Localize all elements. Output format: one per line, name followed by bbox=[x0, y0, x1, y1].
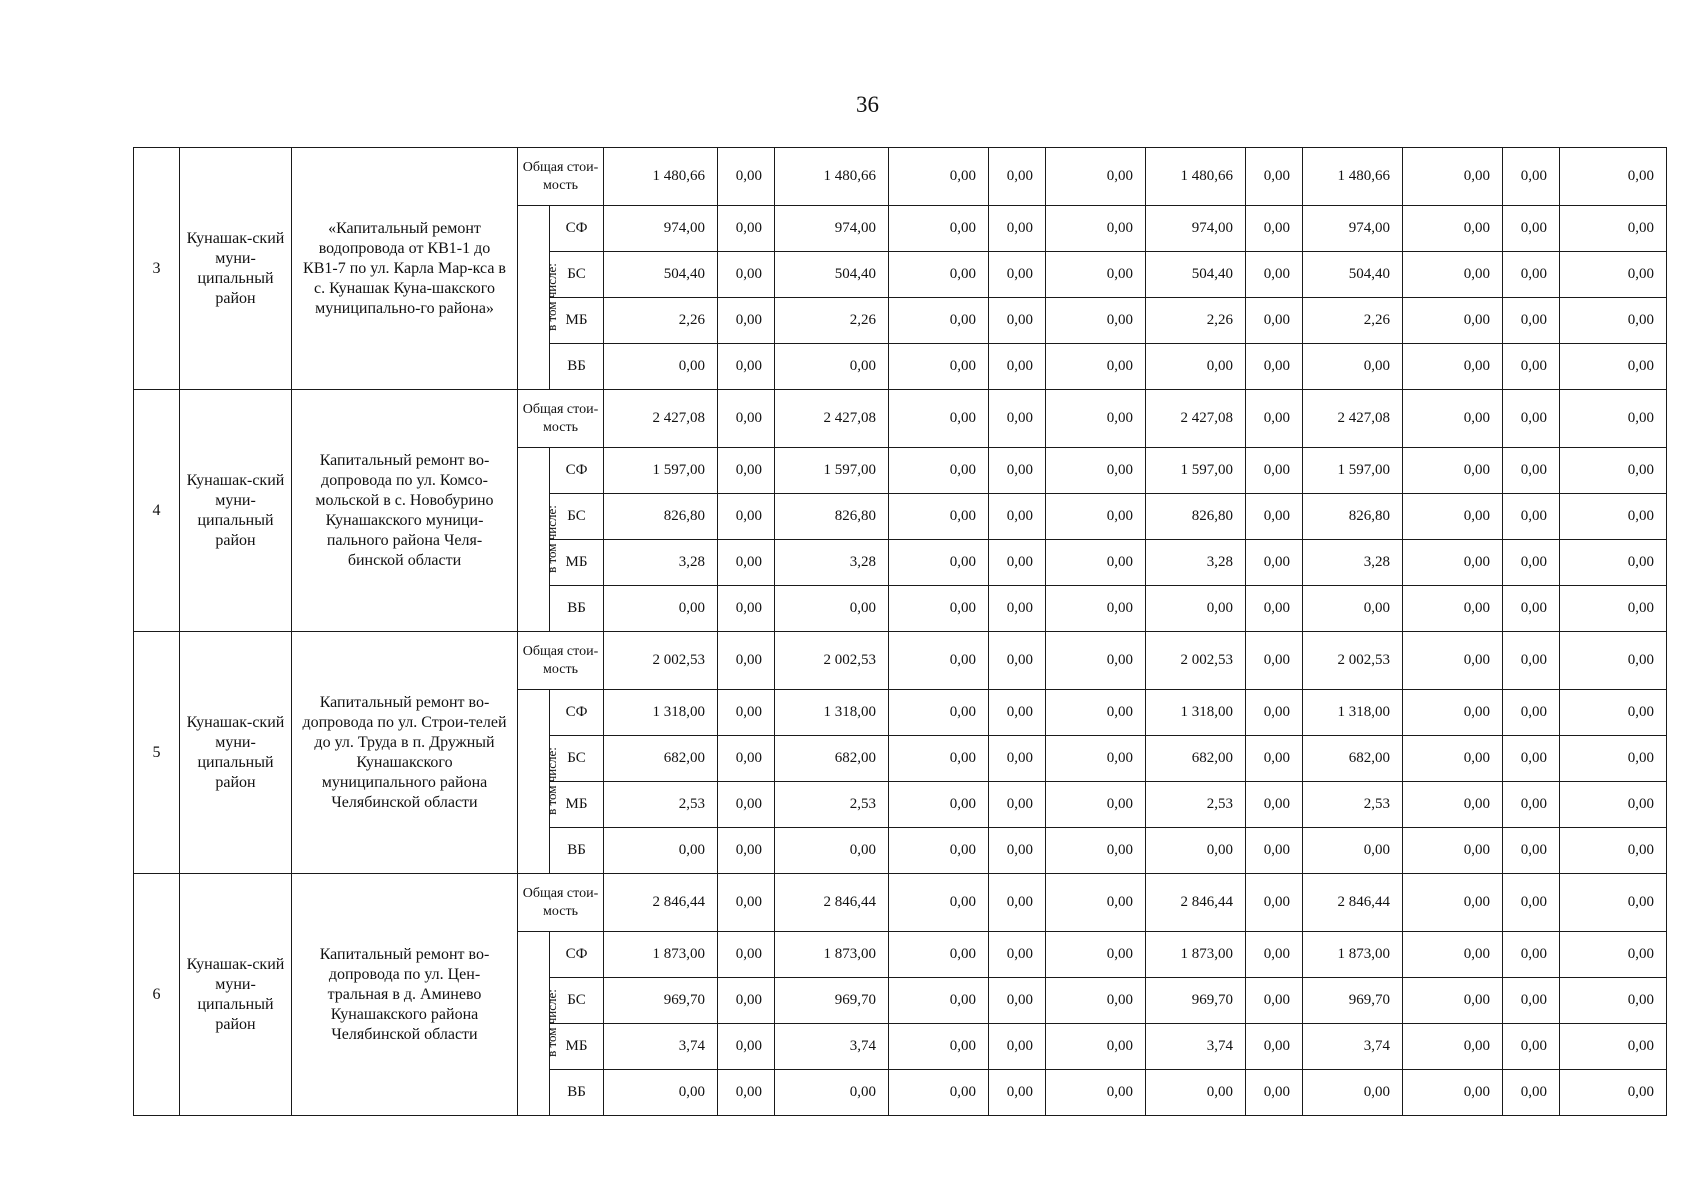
value-cell: 2 002,53 bbox=[1146, 632, 1246, 690]
value-cell: 0,00 bbox=[1560, 690, 1667, 736]
value-cell: 0,00 bbox=[718, 586, 775, 632]
value-cell: 3,74 bbox=[775, 1024, 889, 1070]
value-cell: 504,40 bbox=[1303, 252, 1403, 298]
value-cell: 0,00 bbox=[775, 1070, 889, 1116]
value-cell: 0,00 bbox=[718, 932, 775, 978]
total-cost-label: Общая стои-мость bbox=[518, 874, 604, 932]
value-cell: 974,00 bbox=[1146, 206, 1246, 252]
value-cell: 0,00 bbox=[989, 494, 1046, 540]
value-cell: 2 427,08 bbox=[1146, 390, 1246, 448]
value-cell: 3,28 bbox=[775, 540, 889, 586]
value-cell: 0,00 bbox=[989, 874, 1046, 932]
value-cell: 0,00 bbox=[718, 494, 775, 540]
value-cell: 0,00 bbox=[889, 632, 989, 690]
table-row bbox=[134, 632, 1667, 690]
value-cell: 0,00 bbox=[1046, 690, 1146, 736]
value-cell: 0,00 bbox=[1403, 540, 1503, 586]
value-cell: 0,00 bbox=[718, 874, 775, 932]
including-label: в том числе: bbox=[543, 747, 559, 815]
value-cell: 2 002,53 bbox=[1303, 632, 1403, 690]
value-cell: 0,00 bbox=[1503, 390, 1560, 448]
value-cell: 1 480,66 bbox=[1146, 148, 1246, 206]
value-cell: 0,00 bbox=[1403, 782, 1503, 828]
value-cell: 0,00 bbox=[718, 782, 775, 828]
value-cell: 0,00 bbox=[1503, 1070, 1560, 1116]
value-cell: 0,00 bbox=[989, 540, 1046, 586]
value-cell: 0,00 bbox=[1403, 494, 1503, 540]
value-cell: 0,00 bbox=[1503, 586, 1560, 632]
table-row bbox=[134, 874, 1667, 932]
value-cell: 0,00 bbox=[889, 1070, 989, 1116]
value-cell: 1 480,66 bbox=[1303, 148, 1403, 206]
value-cell: 0,00 bbox=[1046, 828, 1146, 874]
value-cell: 826,80 bbox=[604, 494, 718, 540]
value-cell: 0,00 bbox=[1246, 586, 1303, 632]
value-cell: 0,00 bbox=[1246, 828, 1303, 874]
value-cell: 0,00 bbox=[989, 344, 1046, 390]
value-cell: 0,00 bbox=[718, 1070, 775, 1116]
value-cell: 0,00 bbox=[1403, 632, 1503, 690]
value-cell: 974,00 bbox=[775, 206, 889, 252]
value-cell: 0,00 bbox=[889, 932, 989, 978]
value-cell: 682,00 bbox=[775, 736, 889, 782]
value-cell: 0,00 bbox=[718, 978, 775, 1024]
value-cell: 0,00 bbox=[889, 494, 989, 540]
value-cell: 0,00 bbox=[718, 206, 775, 252]
value-cell: 0,00 bbox=[1046, 206, 1146, 252]
value-cell: 0,00 bbox=[1503, 632, 1560, 690]
value-cell: 0,00 bbox=[1560, 206, 1667, 252]
value-cell: 0,00 bbox=[604, 586, 718, 632]
value-cell: 2 846,44 bbox=[775, 874, 889, 932]
value-cell: 0,00 bbox=[889, 344, 989, 390]
value-cell: 0,00 bbox=[775, 586, 889, 632]
value-cell: 0,00 bbox=[604, 828, 718, 874]
value-cell: 0,00 bbox=[1503, 828, 1560, 874]
value-cell: 1 597,00 bbox=[775, 448, 889, 494]
value-cell: 0,00 bbox=[989, 1024, 1046, 1070]
value-cell: 0,00 bbox=[1560, 932, 1667, 978]
including-label-cell bbox=[518, 932, 559, 1116]
value-cell: 0,00 bbox=[1403, 828, 1503, 874]
value-cell: 2,26 bbox=[775, 298, 889, 344]
value-cell: 0,00 bbox=[1303, 1070, 1403, 1116]
value-cell: 0,00 bbox=[1046, 782, 1146, 828]
value-cell: 0,00 bbox=[989, 252, 1046, 298]
value-cell: 0,00 bbox=[1560, 1070, 1667, 1116]
value-cell: 0,00 bbox=[1246, 736, 1303, 782]
value-cell: 0,00 bbox=[1403, 978, 1503, 1024]
value-cell: 0,00 bbox=[1503, 252, 1560, 298]
value-cell: 0,00 bbox=[1246, 206, 1303, 252]
value-cell: 0,00 bbox=[889, 874, 989, 932]
value-cell: 682,00 bbox=[1146, 736, 1246, 782]
value-cell: 1 873,00 bbox=[775, 932, 889, 978]
value-cell: 0,00 bbox=[1403, 1024, 1503, 1070]
value-cell: 0,00 bbox=[1046, 1070, 1146, 1116]
value-cell: 0,00 bbox=[718, 148, 775, 206]
value-cell: 0,00 bbox=[604, 1070, 718, 1116]
value-cell: 0,00 bbox=[1046, 932, 1146, 978]
value-cell: 0,00 bbox=[889, 448, 989, 494]
value-cell: 2,53 bbox=[1303, 782, 1403, 828]
value-cell: 0,00 bbox=[718, 736, 775, 782]
value-cell: 0,00 bbox=[1560, 344, 1667, 390]
value-cell: 0,00 bbox=[989, 736, 1046, 782]
value-cell: 0,00 bbox=[718, 1024, 775, 1070]
value-cell: 1 873,00 bbox=[1303, 932, 1403, 978]
value-cell: 0,00 bbox=[1046, 874, 1146, 932]
value-cell: 0,00 bbox=[889, 586, 989, 632]
value-cell: 0,00 bbox=[1403, 206, 1503, 252]
value-cell: 0,00 bbox=[1560, 252, 1667, 298]
value-cell: 0,00 bbox=[989, 448, 1046, 494]
page-number: 36 bbox=[856, 92, 879, 117]
value-cell: 0,00 bbox=[1560, 298, 1667, 344]
value-cell: 0,00 bbox=[604, 344, 718, 390]
value-cell: 0,00 bbox=[1246, 1024, 1303, 1070]
value-cell: 0,00 bbox=[1246, 540, 1303, 586]
value-cell: 0,00 bbox=[989, 206, 1046, 252]
value-cell: 0,00 bbox=[1246, 390, 1303, 448]
total-cost-label: Общая стои-мость bbox=[518, 390, 604, 448]
including-label: в том числе: bbox=[543, 263, 559, 331]
value-cell: 504,40 bbox=[775, 252, 889, 298]
value-cell: 0,00 bbox=[1246, 690, 1303, 736]
value-cell: 3,28 bbox=[1303, 540, 1403, 586]
value-cell: 0,00 bbox=[1246, 148, 1303, 206]
value-cell: 2,53 bbox=[604, 782, 718, 828]
value-cell: 0,00 bbox=[1503, 448, 1560, 494]
value-cell: 826,80 bbox=[1303, 494, 1403, 540]
value-cell: 974,00 bbox=[1303, 206, 1403, 252]
value-cell: 1 873,00 bbox=[1146, 932, 1246, 978]
value-cell: 0,00 bbox=[1246, 298, 1303, 344]
budget-table bbox=[133, 147, 1667, 1116]
value-cell: 0,00 bbox=[1246, 448, 1303, 494]
value-cell: 0,00 bbox=[1560, 586, 1667, 632]
value-cell: 0,00 bbox=[989, 1070, 1046, 1116]
value-cell: 0,00 bbox=[1046, 448, 1146, 494]
value-cell: 0,00 bbox=[1303, 586, 1403, 632]
value-cell: 0,00 bbox=[718, 828, 775, 874]
value-cell: 969,70 bbox=[775, 978, 889, 1024]
value-cell: 0,00 bbox=[1503, 344, 1560, 390]
value-cell: 0,00 bbox=[1403, 874, 1503, 932]
value-cell: 0,00 bbox=[1503, 1024, 1560, 1070]
value-cell: 0,00 bbox=[889, 206, 989, 252]
value-cell: 0,00 bbox=[1046, 390, 1146, 448]
value-cell: 0,00 bbox=[1403, 148, 1503, 206]
including-label-cell bbox=[518, 690, 559, 874]
value-cell: 974,00 bbox=[604, 206, 718, 252]
value-cell: 0,00 bbox=[1560, 494, 1667, 540]
value-cell: 0,00 bbox=[989, 690, 1046, 736]
value-cell: 1 318,00 bbox=[604, 690, 718, 736]
value-cell: 0,00 bbox=[1403, 390, 1503, 448]
value-cell: 0,00 bbox=[1503, 206, 1560, 252]
value-cell: 0,00 bbox=[718, 690, 775, 736]
value-cell: 826,80 bbox=[775, 494, 889, 540]
funding-type-label: ВБ bbox=[550, 1070, 604, 1116]
funding-type-label: МБ bbox=[550, 540, 604, 586]
value-cell: 0,00 bbox=[1246, 632, 1303, 690]
value-cell: 0,00 bbox=[989, 148, 1046, 206]
value-cell: 0,00 bbox=[1246, 1070, 1303, 1116]
value-cell: 0,00 bbox=[1046, 978, 1146, 1024]
value-cell: 3,74 bbox=[1303, 1024, 1403, 1070]
funding-type-label: МБ bbox=[550, 782, 604, 828]
funding-type-label: БС bbox=[550, 494, 604, 540]
including-label-cell bbox=[518, 448, 559, 632]
value-cell: 0,00 bbox=[889, 540, 989, 586]
municipality-cell: Кунашак-ский муни-ципальный район bbox=[180, 874, 292, 1116]
value-cell: 1 597,00 bbox=[1303, 448, 1403, 494]
value-cell: 1 480,66 bbox=[604, 148, 718, 206]
value-cell: 0,00 bbox=[1403, 736, 1503, 782]
value-cell: 1 318,00 bbox=[1146, 690, 1246, 736]
value-cell: 0,00 bbox=[1503, 494, 1560, 540]
municipality-cell: Кунашак-ский муни-ципальный район bbox=[180, 632, 292, 874]
row-index: 4 bbox=[134, 390, 180, 632]
value-cell: 0,00 bbox=[889, 690, 989, 736]
funding-type-label: БС bbox=[550, 736, 604, 782]
value-cell: 0,00 bbox=[1046, 344, 1146, 390]
value-cell: 682,00 bbox=[604, 736, 718, 782]
funding-type-label: СФ bbox=[550, 448, 604, 494]
value-cell: 0,00 bbox=[989, 298, 1046, 344]
value-cell: 0,00 bbox=[1146, 828, 1246, 874]
value-cell: 0,00 bbox=[1403, 298, 1503, 344]
including-label-cell bbox=[518, 206, 559, 390]
value-cell: 0,00 bbox=[989, 782, 1046, 828]
value-cell: 0,00 bbox=[989, 586, 1046, 632]
value-cell: 0,00 bbox=[718, 298, 775, 344]
value-cell: 0,00 bbox=[889, 298, 989, 344]
value-cell: 826,80 bbox=[1146, 494, 1246, 540]
value-cell: 1 597,00 bbox=[1146, 448, 1246, 494]
value-cell: 0,00 bbox=[989, 632, 1046, 690]
value-cell: 0,00 bbox=[1403, 252, 1503, 298]
funding-type-label: СФ bbox=[550, 206, 604, 252]
funding-type-label: БС bbox=[550, 252, 604, 298]
value-cell: 0,00 bbox=[1046, 586, 1146, 632]
value-cell: 0,00 bbox=[1503, 690, 1560, 736]
value-cell: 0,00 bbox=[1560, 448, 1667, 494]
value-cell: 0,00 bbox=[989, 828, 1046, 874]
value-cell: 0,00 bbox=[1403, 1070, 1503, 1116]
value-cell: 1 318,00 bbox=[775, 690, 889, 736]
value-cell: 0,00 bbox=[1403, 586, 1503, 632]
including-label: в том числе: bbox=[543, 989, 559, 1057]
value-cell: 0,00 bbox=[1046, 1024, 1146, 1070]
value-cell: 969,70 bbox=[604, 978, 718, 1024]
value-cell: 0,00 bbox=[989, 978, 1046, 1024]
value-cell: 0,00 bbox=[1403, 344, 1503, 390]
value-cell: 0,00 bbox=[1503, 540, 1560, 586]
value-cell: 2 427,08 bbox=[775, 390, 889, 448]
value-cell: 969,70 bbox=[1146, 978, 1246, 1024]
funding-type-label: ВБ bbox=[550, 828, 604, 874]
value-cell: 0,00 bbox=[1560, 874, 1667, 932]
value-cell: 0,00 bbox=[1560, 978, 1667, 1024]
value-cell: 0,00 bbox=[1560, 390, 1667, 448]
value-cell: 0,00 bbox=[889, 828, 989, 874]
value-cell: 969,70 bbox=[1303, 978, 1403, 1024]
value-cell: 0,00 bbox=[1403, 690, 1503, 736]
value-cell: 0,00 bbox=[989, 390, 1046, 448]
value-cell: 0,00 bbox=[1560, 736, 1667, 782]
value-cell: 0,00 bbox=[1046, 632, 1146, 690]
value-cell: 0,00 bbox=[889, 736, 989, 782]
row-index: 3 bbox=[134, 148, 180, 390]
value-cell: 0,00 bbox=[989, 932, 1046, 978]
value-cell: 0,00 bbox=[1403, 448, 1503, 494]
value-cell: 0,00 bbox=[1403, 932, 1503, 978]
value-cell: 0,00 bbox=[1246, 874, 1303, 932]
value-cell: 0,00 bbox=[718, 632, 775, 690]
value-cell: 0,00 bbox=[1503, 782, 1560, 828]
value-cell: 0,00 bbox=[718, 448, 775, 494]
value-cell: 0,00 bbox=[1046, 252, 1146, 298]
value-cell: 2,53 bbox=[775, 782, 889, 828]
value-cell: 0,00 bbox=[1246, 344, 1303, 390]
value-cell: 0,00 bbox=[718, 252, 775, 298]
value-cell: 2,53 bbox=[1146, 782, 1246, 828]
value-cell: 0,00 bbox=[1146, 586, 1246, 632]
value-cell: 0,00 bbox=[1046, 736, 1146, 782]
value-cell: 504,40 bbox=[1146, 252, 1246, 298]
value-cell: 2,26 bbox=[1146, 298, 1246, 344]
value-cell: 0,00 bbox=[1246, 782, 1303, 828]
value-cell: 2 846,44 bbox=[1146, 874, 1246, 932]
value-cell: 3,74 bbox=[604, 1024, 718, 1070]
value-cell: 1 318,00 bbox=[1303, 690, 1403, 736]
value-cell: 0,00 bbox=[1503, 978, 1560, 1024]
value-cell: 0,00 bbox=[1046, 298, 1146, 344]
funding-type-label: СФ bbox=[550, 690, 604, 736]
value-cell: 2 427,08 bbox=[604, 390, 718, 448]
value-cell: 0,00 bbox=[1560, 540, 1667, 586]
funding-type-label: ВБ bbox=[550, 586, 604, 632]
value-cell: 2,26 bbox=[604, 298, 718, 344]
value-cell: 0,00 bbox=[889, 390, 989, 448]
value-cell: 0,00 bbox=[1246, 494, 1303, 540]
value-cell: 0,00 bbox=[1503, 874, 1560, 932]
municipality-cell: Кунашак-ский муни-ципальный район bbox=[180, 390, 292, 632]
project-name-cell: Капитальный ремонт во-допровода по ул. Комсо-мольской в с. Новобурино Кунашакского муници-пального района Челя-бинской области bbox=[292, 390, 518, 632]
value-cell: 1 873,00 bbox=[604, 932, 718, 978]
funding-type-label: МБ bbox=[550, 1024, 604, 1070]
value-cell: 1 480,66 bbox=[775, 148, 889, 206]
municipality-cell: Кунашак-ский муни-ципальный район bbox=[180, 148, 292, 390]
funding-type-label: БС bbox=[550, 978, 604, 1024]
value-cell: 0,00 bbox=[1560, 782, 1667, 828]
value-cell: 0,00 bbox=[1503, 932, 1560, 978]
value-cell: 504,40 bbox=[604, 252, 718, 298]
value-cell: 0,00 bbox=[1246, 932, 1303, 978]
funding-type-label: ВБ bbox=[550, 344, 604, 390]
table-row bbox=[134, 390, 1667, 448]
value-cell: 0,00 bbox=[775, 828, 889, 874]
value-cell: 0,00 bbox=[1246, 978, 1303, 1024]
value-cell: 0,00 bbox=[889, 252, 989, 298]
value-cell: 0,00 bbox=[1560, 148, 1667, 206]
value-cell: 2 002,53 bbox=[604, 632, 718, 690]
value-cell: 0,00 bbox=[718, 540, 775, 586]
table-row bbox=[134, 148, 1667, 206]
row-index: 5 bbox=[134, 632, 180, 874]
value-cell: 3,74 bbox=[1146, 1024, 1246, 1070]
value-cell: 0,00 bbox=[889, 148, 989, 206]
value-cell: 1 597,00 bbox=[604, 448, 718, 494]
value-cell: 2 427,08 bbox=[1303, 390, 1403, 448]
value-cell: 0,00 bbox=[718, 390, 775, 448]
value-cell: 0,00 bbox=[1146, 344, 1246, 390]
value-cell: 0,00 bbox=[1503, 736, 1560, 782]
value-cell: 0,00 bbox=[1146, 1070, 1246, 1116]
value-cell: 0,00 bbox=[1046, 494, 1146, 540]
value-cell: 0,00 bbox=[1303, 344, 1403, 390]
including-label: в том числе: bbox=[543, 505, 559, 573]
value-cell: 2,26 bbox=[1303, 298, 1403, 344]
value-cell: 0,00 bbox=[889, 1024, 989, 1070]
value-cell: 0,00 bbox=[1303, 828, 1403, 874]
value-cell: 3,28 bbox=[604, 540, 718, 586]
value-cell: 0,00 bbox=[889, 782, 989, 828]
value-cell: 0,00 bbox=[718, 344, 775, 390]
value-cell: 2 002,53 bbox=[775, 632, 889, 690]
value-cell: 0,00 bbox=[775, 344, 889, 390]
value-cell: 0,00 bbox=[889, 978, 989, 1024]
total-cost-label: Общая стои-мость bbox=[518, 148, 604, 206]
value-cell: 682,00 bbox=[1303, 736, 1403, 782]
value-cell: 0,00 bbox=[1560, 1024, 1667, 1070]
value-cell: 0,00 bbox=[1560, 632, 1667, 690]
project-name-cell: Капитальный ремонт во-допровода по ул. Строи-телей до ул. Труда в п. Дружный Кунашакского муниципального района Челябинской области bbox=[292, 632, 518, 874]
value-cell: 2 846,44 bbox=[1303, 874, 1403, 932]
row-index: 6 bbox=[134, 874, 180, 1116]
value-cell: 0,00 bbox=[1246, 252, 1303, 298]
total-cost-label: Общая стои-мость bbox=[518, 632, 604, 690]
value-cell: 0,00 bbox=[1503, 148, 1560, 206]
value-cell: 0,00 bbox=[1560, 828, 1667, 874]
value-cell: 0,00 bbox=[1046, 540, 1146, 586]
value-cell: 0,00 bbox=[1503, 298, 1560, 344]
value-cell: 2 846,44 bbox=[604, 874, 718, 932]
value-cell: 3,28 bbox=[1146, 540, 1246, 586]
project-name-cell: Капитальный ремонт во-допровода по ул. Цен-тральная в д. Аминево Кунашакского района Челябинской области bbox=[292, 874, 518, 1116]
funding-type-label: СФ bbox=[550, 932, 604, 978]
project-name-cell: «Капитальный ремонт водопровода от КВ1-1 до КВ1-7 по ул. Карла Мар-кса в с. Кунашак Куна-шакского муниципально-го района» bbox=[292, 148, 518, 390]
value-cell: 0,00 bbox=[1046, 148, 1146, 206]
funding-type-label: МБ bbox=[550, 298, 604, 344]
